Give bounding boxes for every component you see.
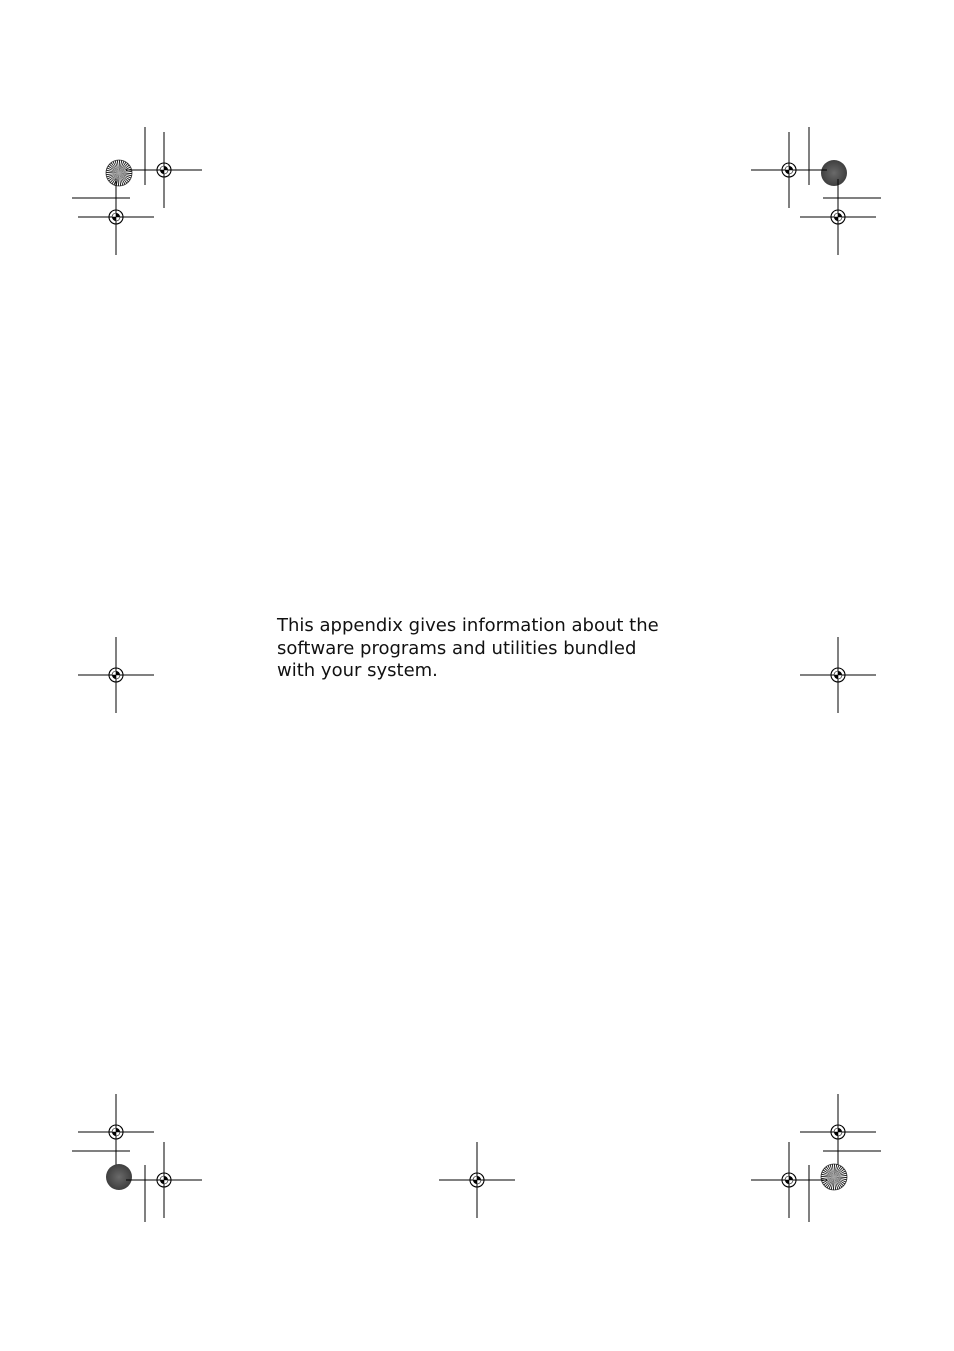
registration-mark-middle-left xyxy=(78,637,154,713)
star-target-bottom-right xyxy=(821,1164,847,1190)
registration-mark-middle-right xyxy=(800,637,876,713)
registration-mark-top-left xyxy=(126,132,202,208)
registration-mark-bottom-center xyxy=(439,1142,515,1218)
crop-marks-bottom-right xyxy=(809,1151,881,1222)
crop-marks-top-left xyxy=(72,127,145,198)
intro-line: software programs and utilities bundled xyxy=(277,637,637,659)
intro-line: with your system. xyxy=(277,660,438,681)
intro-paragraph xyxy=(277,615,697,683)
dark-target-top-right xyxy=(821,160,847,186)
dark-target-bottom-left xyxy=(106,1164,132,1190)
registration-mark-bottom-left-upper xyxy=(78,1094,154,1170)
registration-mark-bottom-left xyxy=(126,1142,202,1218)
intro-line: This appendix gives information about the xyxy=(277,615,659,636)
registration-mark-bottom-right xyxy=(751,1142,827,1218)
registration-mark-top-right-lower xyxy=(800,179,876,255)
registration-mark-top-left-lower xyxy=(78,179,154,255)
registration-mark-bottom-right-upper xyxy=(800,1094,876,1170)
star-target-top-left xyxy=(106,160,132,186)
crop-marks-top-right xyxy=(809,127,881,198)
crop-marks-bottom-left xyxy=(72,1151,145,1222)
registration-mark-top-right xyxy=(751,132,827,208)
